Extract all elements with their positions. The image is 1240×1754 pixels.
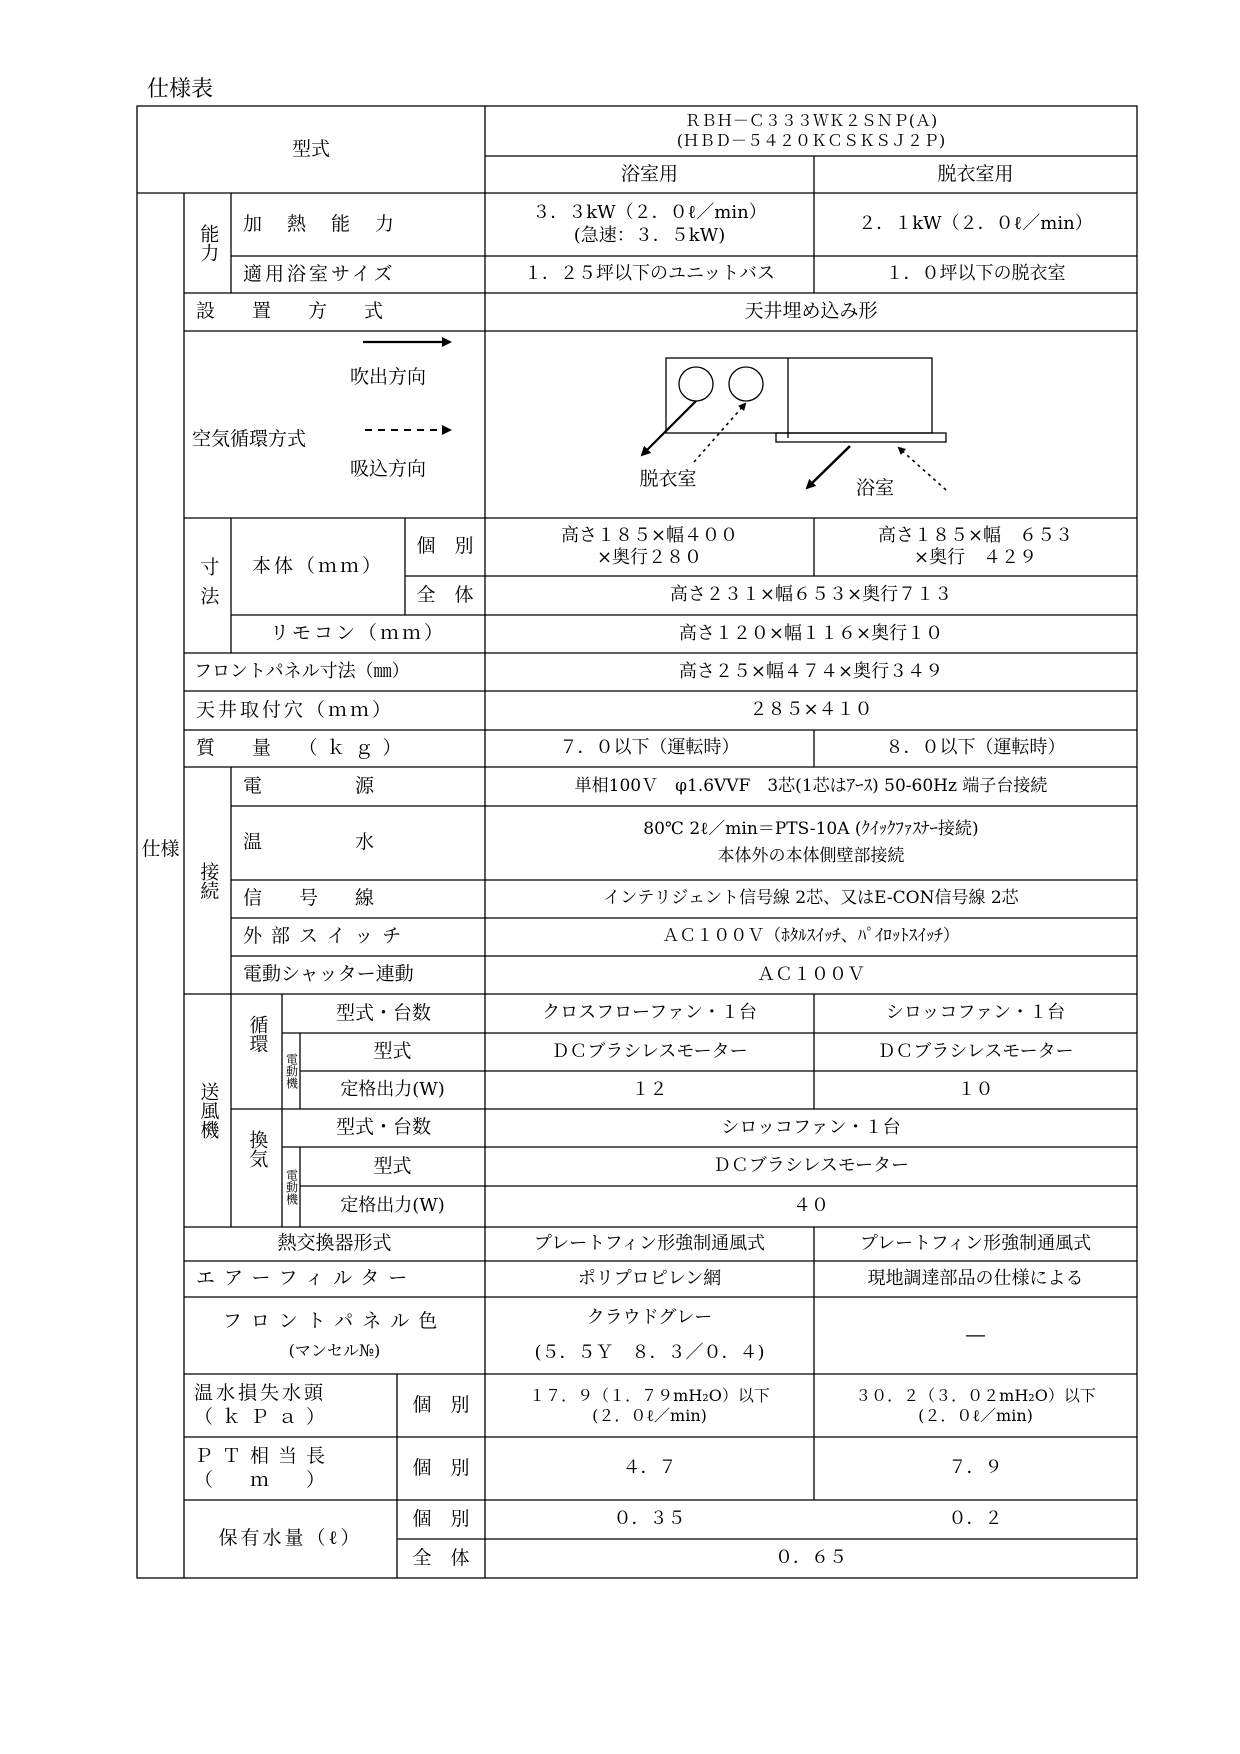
shutter-link-value: ＡＣ１００Ｖ — [757, 963, 865, 985]
install-method-value: 天井埋め込み形 — [744, 300, 878, 323]
ceiling-hole-label: 天井取付穴（ｍｍ） — [196, 698, 395, 721]
heating-capacity-bath: ３．３kW（２．０ℓ／min） (急速：３．５kW) — [532, 202, 767, 246]
circ-motor-label: 電動機 — [284, 1053, 299, 1089]
head-loss-bath: １７．９（１．７９mH₂O）以下 (２．０ℓ／min) — [529, 1385, 770, 1425]
shutter-link-label: 電動シャッター連動 — [243, 963, 414, 986]
mass-bath: ７．０以下（運転時） — [559, 737, 740, 759]
vent-type-count-value: シロッコファン・１台 — [721, 1116, 901, 1138]
room-size-label: 適用浴室サイズ — [243, 262, 396, 285]
install-method-label: 設 置 方 式 — [196, 300, 393, 323]
ventilation-label: 換気 — [246, 1130, 269, 1168]
body-dimension-dressing: 高さ１８５×幅 ６５３ ×奥行 ４２９ — [877, 524, 1074, 568]
vent-rated-output-value: ４０ — [793, 1195, 829, 1217]
vent-motor-type-label: 型式 — [373, 1154, 412, 1177]
diagram-dressing-label: 脱衣室 — [639, 468, 697, 491]
head-loss-individual-label: 個 別 — [412, 1393, 470, 1416]
outlet-circle-icon — [729, 367, 763, 401]
room-size-bath: １．２５坪以下のユニットバス — [524, 263, 775, 285]
circ-rated-output-label: 定格出力(W) — [340, 1078, 445, 1100]
external-switch-label: 外部スイッチ — [243, 925, 411, 948]
circulation-label: 循環 — [246, 1015, 269, 1053]
body-dimension-total: 高さ２３１×幅６５３×奥行７１３ — [669, 584, 953, 606]
suction-direction-label: 吸込方向 — [350, 458, 427, 481]
circ-type-count-label: 型式・台数 — [335, 1001, 431, 1024]
mass-dressing: ８．０以下（運転時） — [885, 737, 1066, 759]
hot-water-label: 温 水 — [243, 831, 384, 854]
model-number: ＲＢＨ－Ｃ３３３ＷＫ２ＳＮＰ(Ａ) (ＨＢＤ－５４２０ＫＣＳＫＳＪ２Ｐ) — [676, 111, 946, 150]
front-panel-dimension-label: フロントパネル寸法（㎜） — [194, 660, 410, 682]
blow-direction-label: 吹出方向 — [350, 366, 427, 389]
pt-individual-label: 個 別 — [412, 1456, 470, 1479]
retained-water-total: ０．６５ — [775, 1547, 847, 1569]
connection-group-label: 接続 — [197, 861, 220, 900]
panel-plate-icon — [776, 433, 946, 442]
mass-label: 質 量 （ｋｇ） — [196, 736, 411, 759]
heat-exchanger-bath: プレートフィン形強制通風式 — [533, 1232, 766, 1254]
circ-rated-output-bath: １２ — [631, 1078, 668, 1100]
heating-capacity-label: 加 熱 能 力 — [243, 212, 398, 235]
air-filter-label: エアーフィルター — [196, 1267, 417, 1290]
power-label: 電 源 — [243, 774, 384, 797]
remote-dimension-value: 高さ１２０×幅１１６×奥行１０ — [678, 622, 944, 644]
capacity-group-label: 能力 — [197, 224, 220, 262]
vent-rated-output-label: 定格出力(W) — [340, 1195, 445, 1217]
air-filter-dressing: 現地調達部品の仕様による — [867, 1267, 1084, 1289]
air-circulation-label: 空気循環方式 — [192, 428, 307, 451]
panel-color-label: フロントパネル色 (マンセル№) — [222, 1309, 447, 1361]
vent-motor-type-value: ＤＣブラシレスモーター — [712, 1155, 910, 1177]
water-head-loss-label: 温水損失水頭 （ｋＰａ） — [194, 1381, 335, 1428]
signal-line-label: 信 号 線 — [243, 887, 384, 910]
circ-motor-type-dressing: ＤＣブラシレスモーター — [877, 1040, 1074, 1062]
retained-individual-label: 個 別 — [412, 1507, 470, 1530]
circ-motor-type-bath: ＤＣブラシレスモーター — [551, 1040, 748, 1062]
circ-motor-type-label: 型式 — [373, 1040, 412, 1063]
individual-label: 個 別 — [416, 535, 474, 558]
circ-type-count-dressing: シロッコファン・１台 — [885, 1002, 1066, 1024]
ceiling-hole-value: ２８５×４１０ — [749, 699, 873, 721]
dimensions-group-label: 寸法 — [197, 556, 220, 615]
unit-body-icon — [666, 358, 932, 433]
retained-water-label: 保有水量（ℓ） — [218, 1527, 363, 1550]
diagram-bath-label: 浴室 — [855, 477, 894, 500]
vent-type-count-label: 型式・台数 — [335, 1116, 431, 1139]
pt-length-dressing: ７．９ — [948, 1457, 1003, 1479]
retained-water-dressing: ０．２ — [948, 1508, 1003, 1530]
circ-rated-output-dressing: １０ — [957, 1078, 994, 1100]
spec-side-label: 仕様 — [141, 838, 180, 861]
pt-length-label: ＰＴ相当長 （ ｍ ） — [194, 1444, 335, 1491]
hot-water-value: 80℃ 2ℓ／min＝PTS-10A (ｸｲｯｸﾌｧｽﾅｰ接続) 本体外の本体側壁部接続 — [643, 818, 979, 866]
head-loss-dressing: ３０．２（３．０２mH₂O）以下 (２．０ℓ／min) — [855, 1385, 1096, 1425]
body-dimension-label: 本体（ｍｍ） — [251, 554, 384, 577]
vent-motor-label: 電動機 — [284, 1169, 299, 1205]
pt-length-bath: ４．７ — [622, 1457, 677, 1479]
body-dimension-bath: 高さ１８５×幅４００ ×奥行２８０ — [560, 524, 739, 568]
model-label: 型式 — [291, 137, 330, 160]
panel-color-bath: クラウドグレー (５．５Ｙ ８．３／０．４) — [534, 1307, 765, 1363]
retained-water-bath: ０．３５ — [613, 1508, 686, 1530]
front-panel-dimension-value: 高さ２５×幅４７４×奥行３４９ — [678, 660, 944, 682]
panel-color-dressing: ― — [966, 1323, 985, 1346]
outlet-circle-icon — [679, 367, 713, 401]
signal-line-value: インテリジェント信号線 2芯、又はE-CON信号線 2芯 — [603, 888, 1019, 909]
external-switch-value: ＡＣ１００Ｖ（ﾎﾀﾙｽｲｯﾁ、ﾊﾟｲﾛｯﾄｽｲｯﾁ） — [662, 926, 960, 947]
room-size-dressing: １．０坪以下の脱衣室 — [885, 263, 1066, 285]
retained-total-label: 全 体 — [412, 1546, 470, 1569]
power-value: 単相100Ｖ φ1.6VVF 3芯(1芯はｱｰｽ) 50-60Hz 端子台接続 — [574, 775, 1048, 796]
remote-dimension-label: リモコン（ｍｍ） — [269, 622, 446, 645]
document-title: 仕様表 — [147, 77, 214, 102]
heating-capacity-dressing: ２．１kW（２．０ℓ／min） — [858, 213, 1093, 235]
column-dressing: 脱衣室用 — [937, 162, 1014, 185]
circ-type-count-bath: クロスフローファン・１台 — [542, 1002, 757, 1024]
blower-group-label: 送風機 — [197, 1082, 220, 1139]
column-bath: 浴室用 — [620, 162, 678, 185]
heat-exchanger-label: 熱交換器形式 — [277, 1232, 392, 1255]
heat-exchanger-dressing: プレートフィン形強制通風式 — [859, 1232, 1092, 1254]
air-filter-bath: ポリプロピレン網 — [577, 1267, 722, 1289]
total-label: 全 体 — [416, 583, 474, 606]
